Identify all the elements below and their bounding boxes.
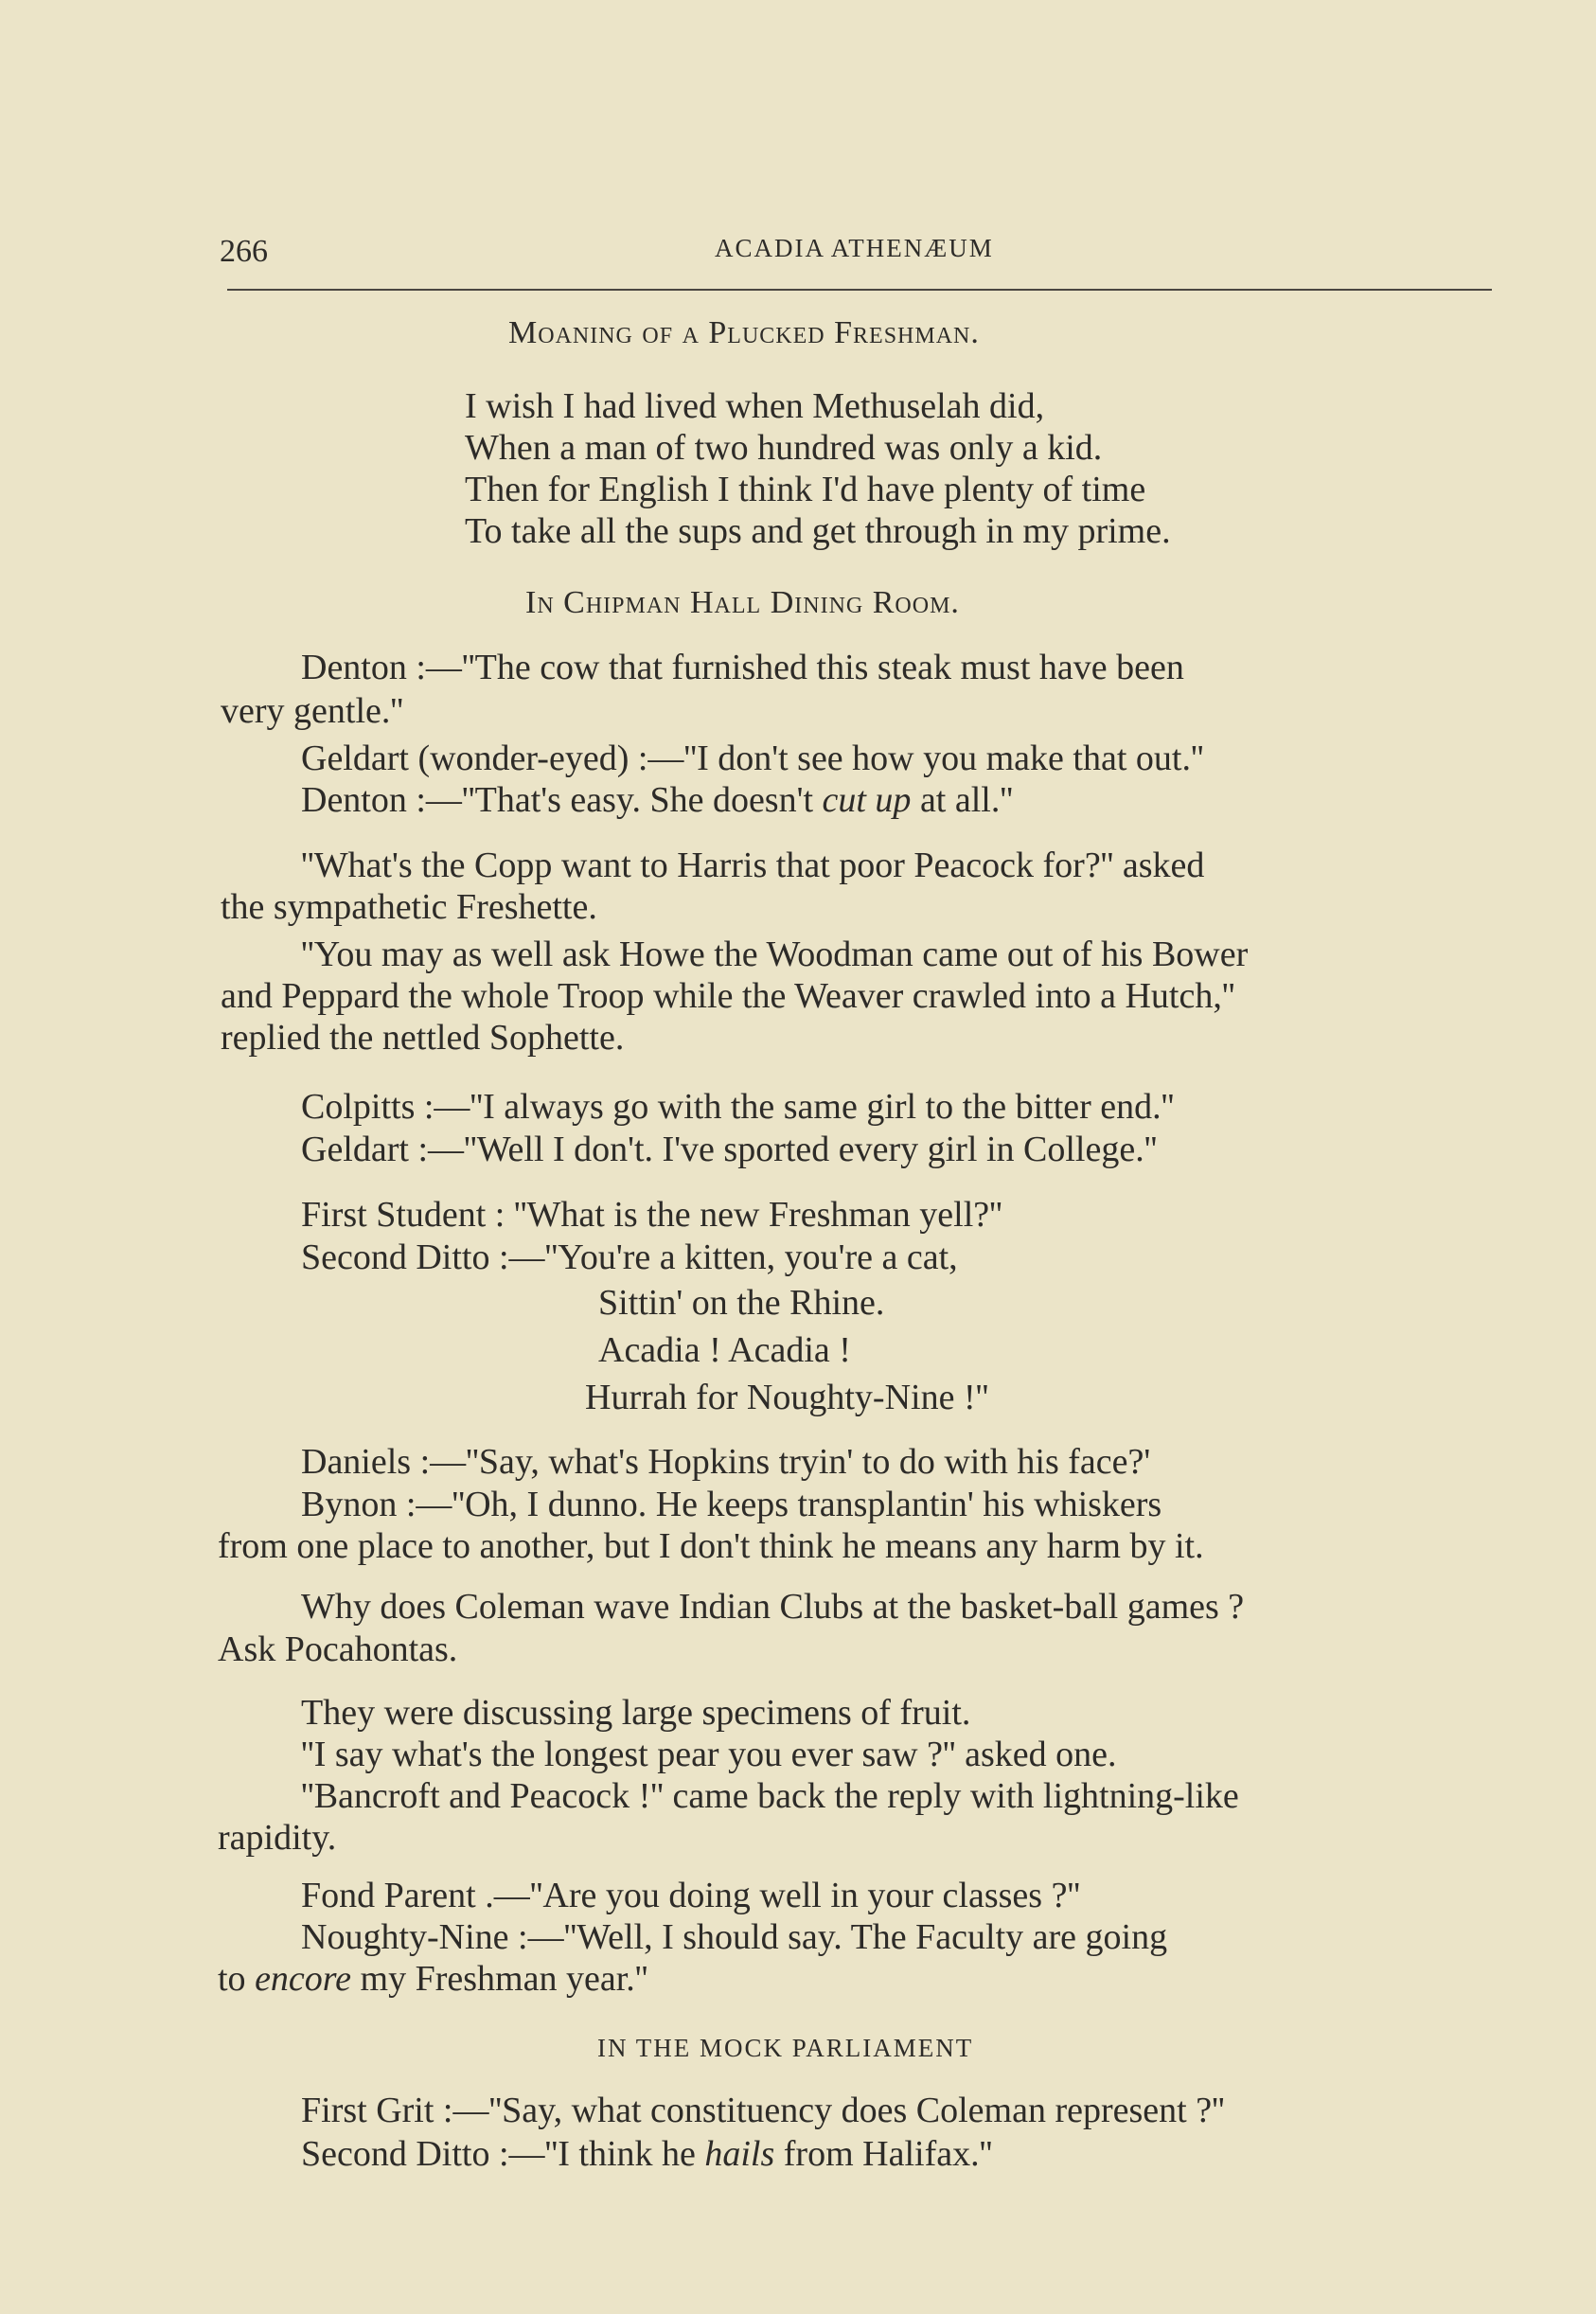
text-line: ''I say what's the longest pear you ever saw ?'' asked one. — [301, 1735, 1117, 1774]
text-line: Geldart (wonder-eyed) :—''I don't see how you make that out.'' — [301, 739, 1204, 778]
text-line: Ask Pocahontas. — [218, 1629, 458, 1669]
text-line: from one place to another, but I don't think he means any harm by it. — [218, 1526, 1204, 1566]
poem-line: To take all the sups and get through in my prime. — [465, 511, 1171, 551]
text-line: ''You may as well ask Howe the Woodman came out of his Bower — [301, 934, 1249, 974]
text-line: and Peppard the whole Troop while the Weaver crawled into a Hutch,'' — [221, 976, 1235, 1016]
text-line: Denton :—''That's easy. She doesn't cut up at all.'' — [301, 780, 1014, 820]
text-line: Bynon :—''Oh, I dunno. He keeps transplantin' his whiskers — [301, 1485, 1162, 1524]
running-title: ACADIA ATHENÆUM — [715, 234, 994, 262]
text-line: Denton :—''The cow that furnished this steak must have been — [301, 648, 1184, 687]
header-rule — [227, 289, 1492, 291]
text-line: Fond Parent .—''Are you doing well in your classes ?'' — [301, 1876, 1081, 1915]
text-line: Colpitts :—''I always go with the same girl to the bitter end.'' — [301, 1087, 1175, 1127]
text-line: Acadia ! Acadia ! — [598, 1330, 851, 1370]
poem-line: I wish I had lived when Methuselah did, — [465, 386, 1045, 426]
text-line: Noughty-Nine :—''Well, I should say. The Faculty are going — [301, 1917, 1168, 1957]
text-line: Geldart :—''Well I don't. I've sported every girl in College.'' — [301, 1130, 1158, 1169]
section-heading: IN THE MOCK PARLIAMENT — [597, 2034, 974, 2062]
text-line: Second Ditto :—''You're a kitten, you're a cat, — [301, 1237, 958, 1277]
text-line: First Student : ''What is the new Freshman yell?'' — [301, 1195, 1002, 1235]
section-heading: In Chipman Hall Dining Room. — [525, 585, 960, 620]
poem-line: When a man of two hundred was only a kid. — [465, 428, 1103, 468]
text-line: the sympathetic Freshette. — [221, 887, 597, 927]
text-line: Sittin' on the Rhine. — [598, 1283, 885, 1323]
text-line: Hurrah for Noughty-Nine !'' — [585, 1378, 989, 1417]
text-line: Second Ditto :—''I think he hails from Halifax.'' — [301, 2134, 993, 2174]
text-line: rapidity. — [218, 1818, 337, 1858]
text-line: First Grit :—''Say, what constituency does Coleman represent ?'' — [301, 2091, 1225, 2130]
text-line: very gentle.'' — [221, 691, 404, 731]
text-line: to encore my Freshman year.'' — [218, 1959, 648, 1999]
text-line: ''What's the Copp want to Harris that poor Peacock for?'' asked — [301, 846, 1205, 885]
poem-title: Moaning of a Plucked Freshman. — [508, 315, 980, 350]
text-line: replied the nettled Sophette. — [221, 1018, 625, 1058]
poem-line: Then for English I think I'd have plenty of time — [465, 470, 1146, 509]
text-line: ''Bancroft and Peacock !'' came back the reply with lightning-like — [301, 1776, 1239, 1816]
text-line: Why does Coleman wave Indian Clubs at the basket-ball games ? — [301, 1587, 1245, 1627]
text-line: They were discussing large specimens of fruit. — [301, 1693, 971, 1733]
text-line: Daniels :—''Say, what's Hopkins tryin' to do with his face?' — [301, 1442, 1151, 1482]
page-number: 266 — [220, 234, 268, 269]
